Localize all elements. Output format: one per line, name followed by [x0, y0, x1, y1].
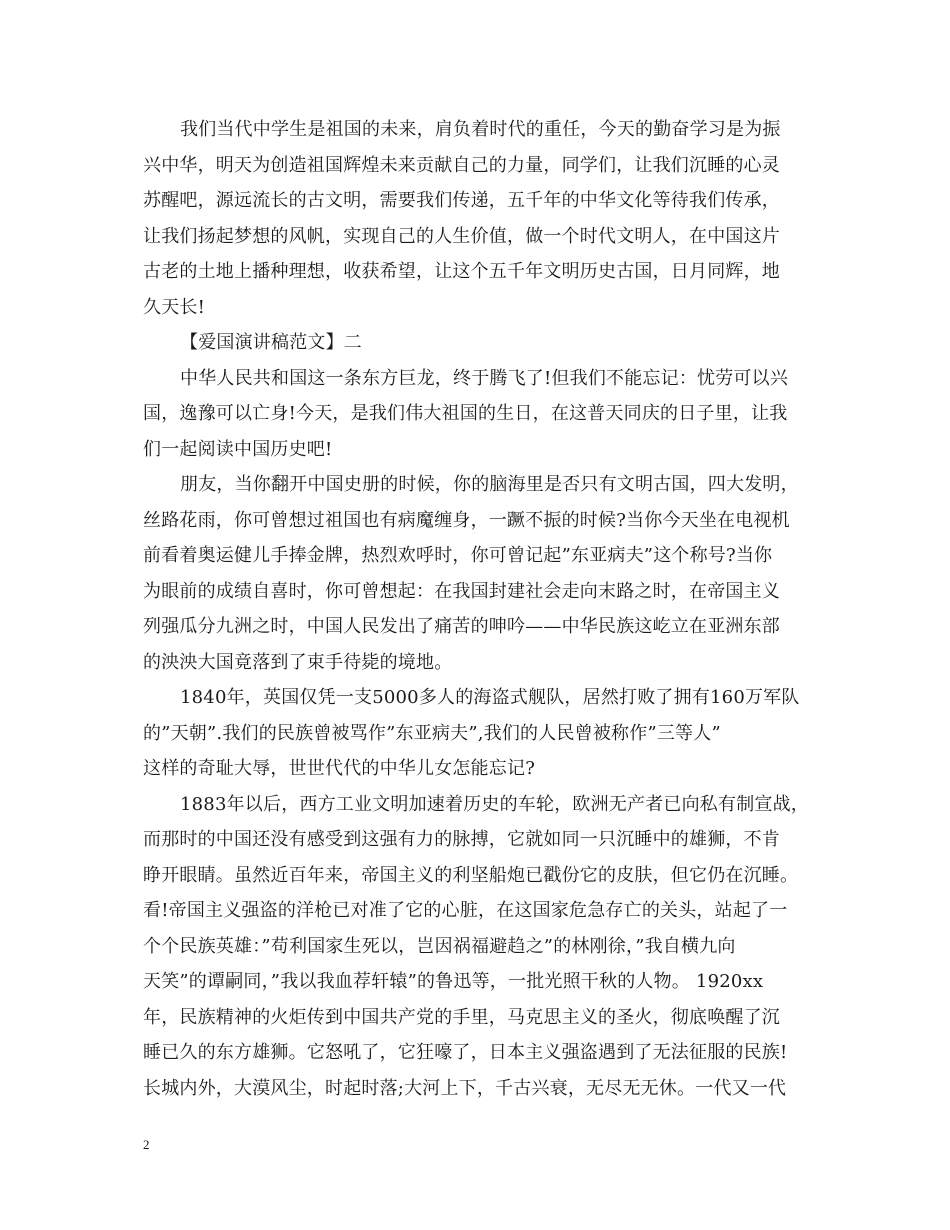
text-line: 苏醒吧，源远流长的古文明，需要我们传递，五千年的中华文化等待我们传承， — [143, 190, 780, 211]
text-line: 列强瓜分九洲之时，中国人民发出了痛苦的呻吟——中华民族这屹立在亚洲东部 — [143, 616, 780, 637]
text-line: 而那时的中国还没有感受到这强有力的脉搏，它就如同一只沉睡中的雄狮，不肯 — [143, 829, 780, 850]
text-line: 看!帝国主义强盗的洋枪已对准了它的心脏，在这国家危急存亡的关头，站起了一 — [143, 900, 788, 921]
text-line: 睡已久的东方雄狮。它怒吼了，它狂嚎了，日本主义强盗遇到了无法征服的民族! — [143, 1042, 788, 1063]
page-number: 2 — [143, 1137, 150, 1152]
text-line: 兴中华，明天为创造祖国辉煌未来贡献自己的力量，同学们，让我们沉睡的心灵 — [143, 155, 780, 176]
text-line: 个个民族英雄：”苟利国家生死以，岂因祸福避趋之”的林刚徐，”我自横九向 — [143, 936, 736, 957]
text-line: 睁开眼睛。虽然近百年来，帝国主义的利坚船炮已戳份它的皮肤，但它仍在沉睡。 — [143, 865, 799, 886]
text-line: 前看着奥运健儿手捧金牌，热烈欢呼时，你可曾记起”东亚病夫”这个称号?当你 — [143, 545, 773, 566]
text-line: 为眼前的成绩自喜时，你可曾想起：在我国封建社会走向末路之时，在帝国主义 — [143, 581, 780, 602]
text-line: 1883年以后，西方工业文明加速着历史的车轮，欧洲无产者已向私有制宣战， — [180, 794, 810, 815]
text-line: 这样的奇耻大辱，世世代代的中华儿女怎能忘记? — [143, 758, 536, 779]
text-line: 年，民族精神的火炬传到中国共产党的手里，马克思主义的圣火，彻底唤醒了沉 — [143, 1007, 780, 1028]
text-line: 长城内外，大漠风尘，时起时落;大河上下，千古兴衰，无尽无无休。一代又一代 — [143, 1078, 787, 1099]
text-line: 让我们扬起梦想的风帆，实现自己的人生价值，做一个时代文明人，在中国这片 — [143, 226, 780, 247]
text-line: 中华人民共和国这一条东方巨龙，终于腾飞了!但我们不能忘记：忧劳可以兴 — [180, 368, 789, 389]
text-line: 丝路花雨，你可曾想过祖国也有病魔缠身，一蹶不振的时候?当你今天坐在电视机 — [143, 510, 790, 531]
text-line: 的泱泱大国竟落到了束手待毙的境地。 — [143, 652, 453, 673]
text-line: 天笑”的谭嗣同，”我以我血荐轩辕”的鲁迅等，一批光照干秋的人物。 1920xx — [143, 971, 764, 992]
section-heading: 【爱国演讲稿范文】二 — [180, 332, 362, 353]
text-line: 的”天朝”.我们的民族曾被骂作”东亚病夫”,我们的人民曾被称作”三等人” — [143, 723, 721, 744]
text-line: 我们当代中学生是祖国的未来，肩负着时代的重任，今天的勤奋学习是为振 — [180, 119, 781, 140]
text-line: 国，逸豫可以亡身!今天，是我们伟大祖国的生日，在这普天同庆的日子里，让我 — [143, 403, 788, 424]
text-line: 古老的土地上播种理想，收获希望，让这个五千年文明历史古国，日月同辉，地 — [143, 261, 780, 282]
text-line: 朋友，当你翻开中国史册的时候，你的脑海里是否只有文明古国，四大发明， — [180, 474, 799, 495]
text-line: 们一起阅读中国历史吧! — [143, 439, 333, 460]
text-line: 1840年，英国仅凭一支5000多人的海盗式舰队，居然打败了拥有160万军队 — [180, 687, 800, 708]
text-line: 久天长! — [143, 297, 206, 318]
